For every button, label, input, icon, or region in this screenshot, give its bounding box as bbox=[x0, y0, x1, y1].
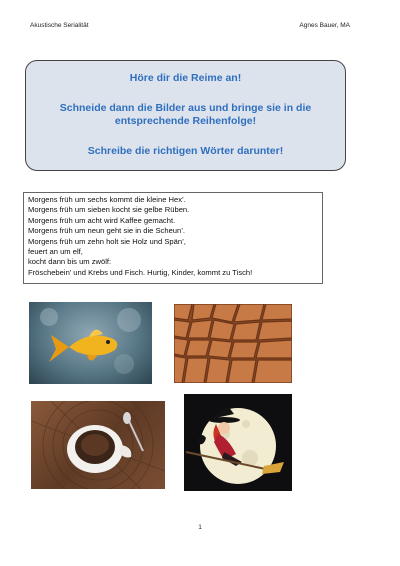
rhyme-line: feuert an um elf, bbox=[28, 247, 83, 257]
rhyme-text-box bbox=[23, 192, 323, 284]
instruction-listen: Höre dir die Reime an! bbox=[129, 72, 242, 84]
header-left-text: Akustische Serialität bbox=[30, 22, 89, 29]
instruction-cut-and-order: Schneide dann die Bilder aus und bringe sie in die entsprechende Reihenfolge! bbox=[59, 102, 312, 127]
header-right-text: Agnes Bauer, MA bbox=[299, 22, 350, 29]
rhyme-line: Morgens früh um acht wird Kaffee gemacht. bbox=[28, 215, 176, 225]
rhyme-line: Morgens früh um sieben kocht sie gelbe Rüben. bbox=[28, 205, 190, 215]
page-number: 1 bbox=[198, 524, 202, 531]
rhyme-line: Morgens früh um zehn holt sie Holz und Spän’, bbox=[28, 236, 186, 246]
rhyme-line: Morgens früh um neun geht sie in die Scheun’. bbox=[28, 226, 186, 236]
rhyme-line: Morgens früh um sechs kommt die kleine Hex’. bbox=[28, 195, 186, 204]
instruction-box bbox=[25, 60, 346, 171]
witch-on-broom-image bbox=[184, 394, 292, 491]
rhyme-line: kocht dann bis um zwölf: bbox=[28, 257, 112, 267]
goldfish-image bbox=[29, 302, 152, 384]
instruction-write-words: Schreibe die richtigen Wörter darunter! bbox=[87, 145, 284, 157]
firewood-image bbox=[174, 304, 292, 383]
rhyme-line: Fröschebein’ und Krebs und Fisch. Hurtig, Kinder, kommt zu Tisch! bbox=[28, 267, 253, 277]
coffee-cup-image bbox=[31, 401, 165, 489]
